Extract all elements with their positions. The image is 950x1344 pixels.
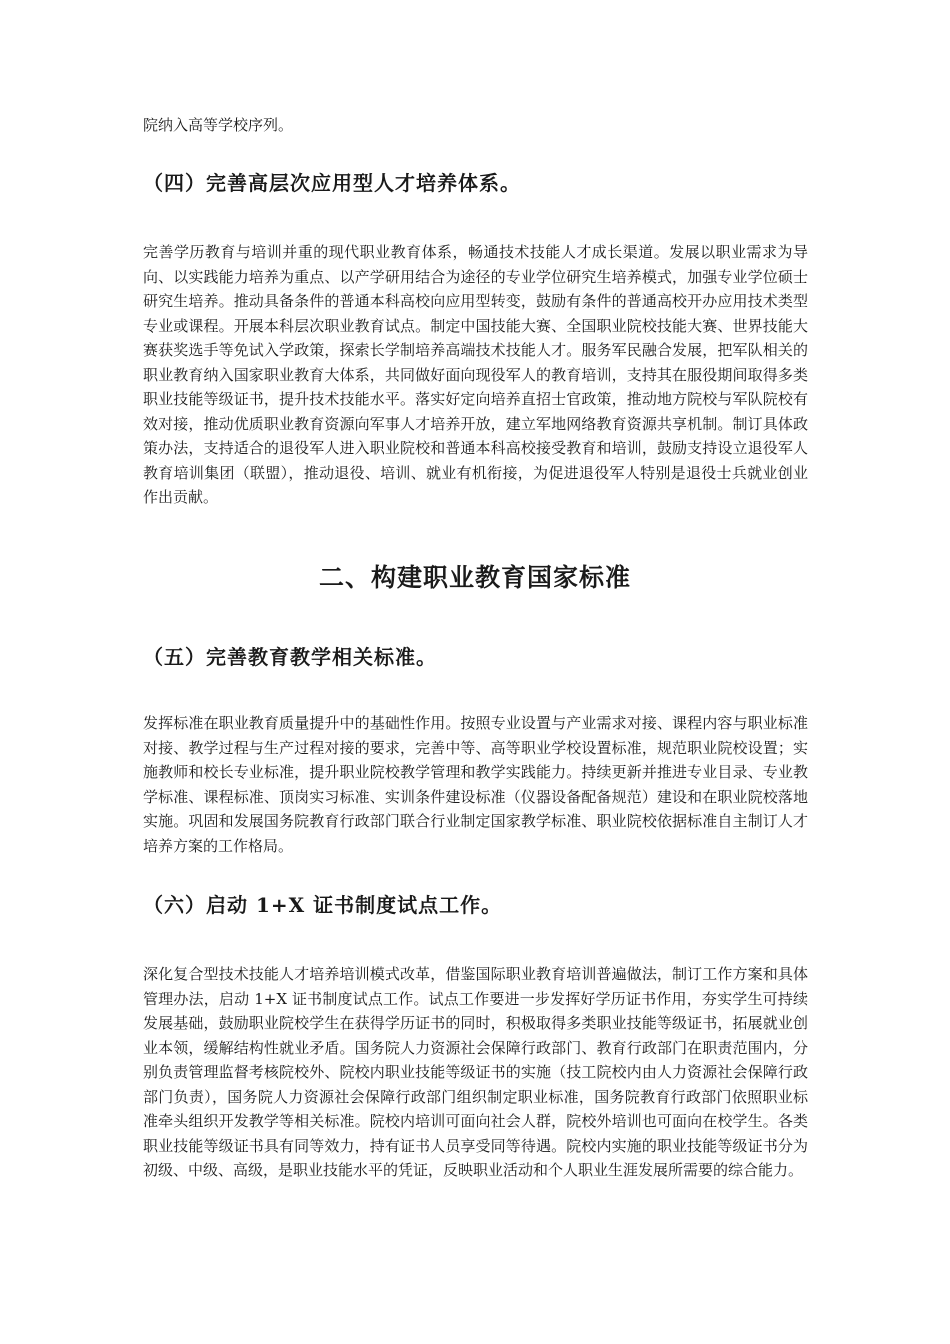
section5-body-block xyxy=(143,711,808,858)
section6-body: 深化复合型技术技能人才培养培训模式改革，借鉴国际职业教育培训普遍做法，制订工作方案和具体管理办法，启动 1+X 证书制度试点工作。试点工作要进一步发挥好学历证书作用，夯实学生可持续发展基础，鼓励职业院校学生在获得学历证书的同时，积极取得多类职业技能等级证书，拓展就业创业本领，缓解结构性就业矛盾。国务院人力资源社会保障行政部门、教育行政部门在职责范围内，分别负责管理监督考核院校外、院校内职业技能等级证书的实施（技工院校内由人力资源社会保障行政部门负责），国务院人力资源社会保障行政部门组织制定职业标准，国务院教育行政部门依照职业标准牵头组织开发教学等相关标准。院校内培训可面向社会人群，院校外培训也可面向在校学生。各类职业技能等级证书具有同等效力，持有证书人员享受同等待遇。院校内实施的职业技能等级证书分为初级、中级、高级，是职业技能水平的凭证，反映职业活动和个人职业生涯发展所需要的综合能力。 xyxy=(143,965,808,1179)
section5-heading: （五）完善教育教学相关标准。 xyxy=(143,645,437,669)
intro-fragment-block xyxy=(143,113,808,138)
section5-heading-block xyxy=(143,643,808,671)
section5-body: 发挥标准在职业教育质量提升中的基础性作用。按照专业设置与产业需求对接、课程内容与职业标准对接、教学过程与生产过程对接的要求，完善中等、高等职业学校设置标准，规范职业院校设置；实施教师和校长专业标准，提升职业院校教学管理和教学实践能力。持续更新并推进专业目录、专业教学标准、课程标准、顶岗实习标准、实训条件建设标准（仪器设备配备规范）建设和在职业院校落地实施。巩固和发展国务院教育行政部门联合行业制定国家教学标准、职业院校依据标准自主制订人才培养方案的工作格局。 xyxy=(143,714,808,855)
intro-fragment: 院纳入高等学校序列。 xyxy=(143,116,294,134)
section4-heading-block xyxy=(143,169,808,197)
chapter2-heading: 二、构建职业教育国家标准 xyxy=(318,563,631,592)
section4-body: 完善学历教育与培训并重的现代职业教育体系，畅通技术技能人才成长渠道。发展以职业需求为导向、以实践能力培养为重点、以产学研用结合为途径的专业学位研究生培养模式，加强专业学位硕士研究生培养。推动具备条件的普通本科高校向应用型转变，鼓励有条件的普通高校开办应用技术类型专业或课程。开展本科层次职业教育试点。制定中国技能大赛、全国职业院校技能大赛、世界技能大赛获奖选手等免试入学政策，探索长学制培养高端技术技能人才。服务军民融合发展，把军队相关的职业教育纳入国家职业教育大体系，共同做好面向现役军人的教育培训，支持其在服役期间取得多类职业技能等级证书，提升技术技能水平。落实好定向培养直招士官政策，推动地方院校与军队院校有效对接，推动优质职业教育资源向军事人才培养开放，建立军地网络教育资源共享机制。制订具体政策办法，支持适合的退役军人进入职业院校和普通本科高校接受教育和培训，鼓励支持设立退役军人教育培训集团（联盟），推动退役、培训、就业有机衔接，为促进退役军人特别是退役士兵就业创业作出贡献。 xyxy=(143,243,808,506)
section6-body-block xyxy=(143,962,808,1183)
section4-body-block xyxy=(143,240,808,510)
section4-heading: （四）完善高层次应用型人才培养体系。 xyxy=(143,171,521,195)
section6-heading: （六）启动 1+X 证书制度试点工作。 xyxy=(143,893,503,917)
section6-heading-block xyxy=(143,891,808,919)
